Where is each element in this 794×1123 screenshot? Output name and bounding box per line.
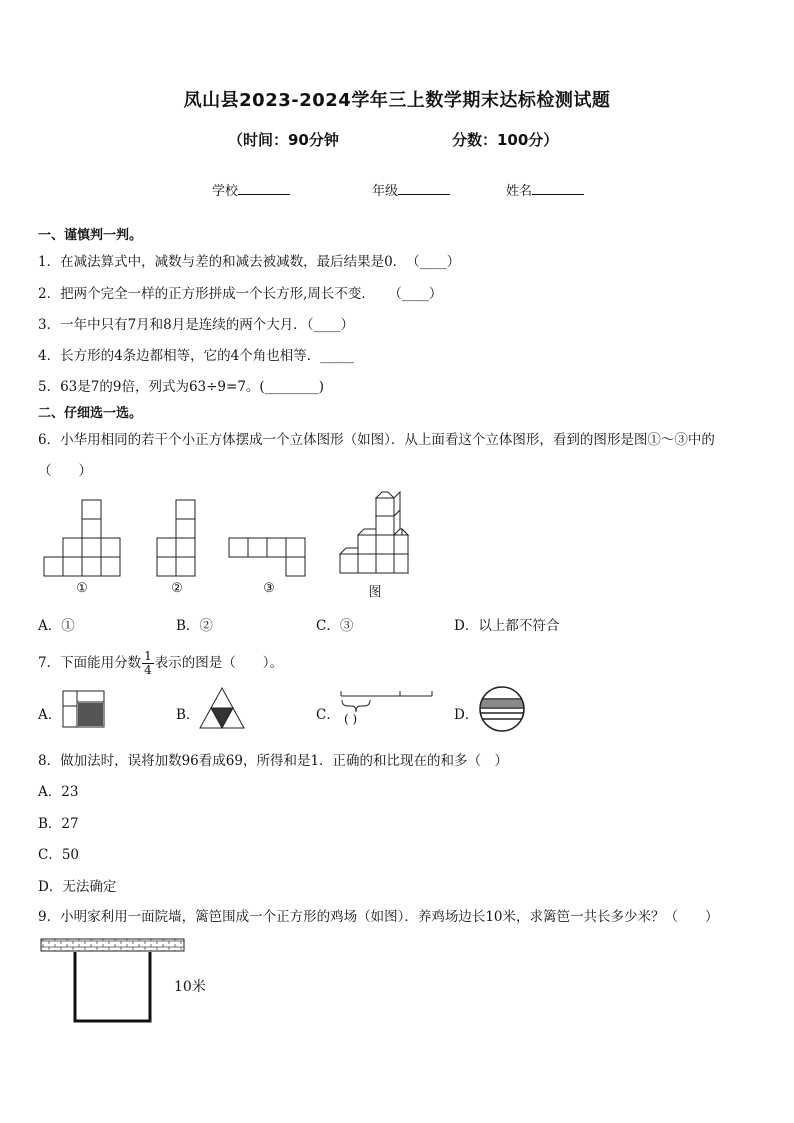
grade-label: 年级 bbox=[372, 184, 399, 199]
school-blank bbox=[238, 182, 290, 195]
question-1: 1．在减法算式中，减数与差的和减去被减数，最后结果是0． （____） bbox=[38, 254, 461, 270]
school-field bbox=[212, 180, 290, 199]
q7-c-paren: ( ) bbox=[344, 712, 358, 726]
side-length-label: 10米 bbox=[174, 979, 206, 995]
q7-figure-d bbox=[478, 686, 526, 732]
figure-solid-caption: 图 bbox=[368, 585, 382, 600]
fence bbox=[75, 952, 150, 1021]
q7-stem-before: 7．下面能用分数 bbox=[38, 655, 142, 671]
figure-1-caption: ① bbox=[76, 581, 88, 596]
q8-option-a[interactable]: A．23 bbox=[38, 784, 79, 800]
question-6-stem: 6．小华用相同的若干个小正方体摆成一个立体图形（如图）．从上面看这个立体图形，看到的图形是图①～③中的 bbox=[38, 432, 715, 448]
q7-option-d-label[interactable]: D． bbox=[454, 707, 479, 723]
page-title: 凤山县2023-2024学年三上数学期末达标检测试题 bbox=[183, 90, 611, 111]
question-4: 4．长方形的4条边都相等，它的4个角也相等．_____ bbox=[38, 348, 355, 364]
figure-3d-solid bbox=[340, 492, 408, 573]
question-5: 5．63是7的9倍，列式为63÷9=7。(________) bbox=[38, 379, 324, 395]
q7-option-b-label[interactable]: B． bbox=[176, 707, 200, 723]
question-7-stem bbox=[38, 650, 283, 677]
q8-option-b[interactable]: B．27 bbox=[38, 816, 79, 832]
school-label: 学校 bbox=[212, 184, 239, 199]
fraction bbox=[142, 650, 154, 677]
figure-3-caption: ③ bbox=[263, 581, 275, 596]
figure-2 bbox=[157, 500, 195, 576]
q6-option-b[interactable]: B．② bbox=[176, 618, 213, 634]
name-field bbox=[506, 180, 584, 199]
grade-field bbox=[372, 180, 450, 199]
q7-option-c-label[interactable]: C． bbox=[316, 707, 340, 723]
q8-option-c[interactable]: C．50 bbox=[38, 847, 80, 863]
q7-figure-b bbox=[198, 686, 246, 732]
question-9-stem: 9．小明家利用一面院墙，篱笆围成一个正方形的鸡场（如图）．养鸡场边长10米，求篱笆一共长多少米？（ ） bbox=[38, 909, 719, 925]
q8-option-d[interactable]: D．无法确定 bbox=[38, 879, 117, 895]
question-6-paren: （ ） bbox=[38, 463, 92, 479]
fraction-numerator: 1 bbox=[144, 649, 152, 663]
wall bbox=[41, 939, 184, 951]
q9-figure bbox=[40, 938, 190, 1028]
figure-2-caption: ② bbox=[171, 581, 183, 596]
question-2: 2．把两个完全一样的正方形拼成一个长方形,周长不变． （____） bbox=[38, 286, 443, 302]
name-label: 姓名 bbox=[506, 184, 533, 199]
figure-1 bbox=[44, 500, 120, 576]
fraction-denominator: 4 bbox=[144, 663, 152, 677]
q6-option-a[interactable]: A．① bbox=[38, 618, 75, 634]
q7-stem-after: 表示的图是（ ）。 bbox=[154, 655, 283, 671]
grade-blank bbox=[398, 182, 450, 195]
exam-score: 分数：100分） bbox=[452, 131, 559, 149]
q7-option-a-label[interactable]: A． bbox=[38, 707, 62, 723]
figure-3 bbox=[229, 538, 305, 576]
section-heading-judge: 一、谨慎判一判。 bbox=[38, 228, 143, 243]
q7-figure-a bbox=[62, 690, 106, 730]
q6-figures bbox=[40, 496, 400, 576]
question-3: 3．一年中只有7月和8月是连续的两个大月．（____） bbox=[38, 317, 355, 333]
section-heading-choice: 二、仔细选一选。 bbox=[38, 406, 143, 421]
exam-time: （时间：90分钟 bbox=[228, 131, 339, 149]
q6-option-c[interactable]: C．③ bbox=[316, 618, 354, 634]
name-blank bbox=[532, 182, 584, 195]
q6-option-d[interactable]: D．以上都不符合 bbox=[454, 618, 560, 634]
question-8-stem: 8．做加法时，误将加数96看成69，所得和是1．正确的和比现在的和多（ ） bbox=[38, 753, 509, 769]
